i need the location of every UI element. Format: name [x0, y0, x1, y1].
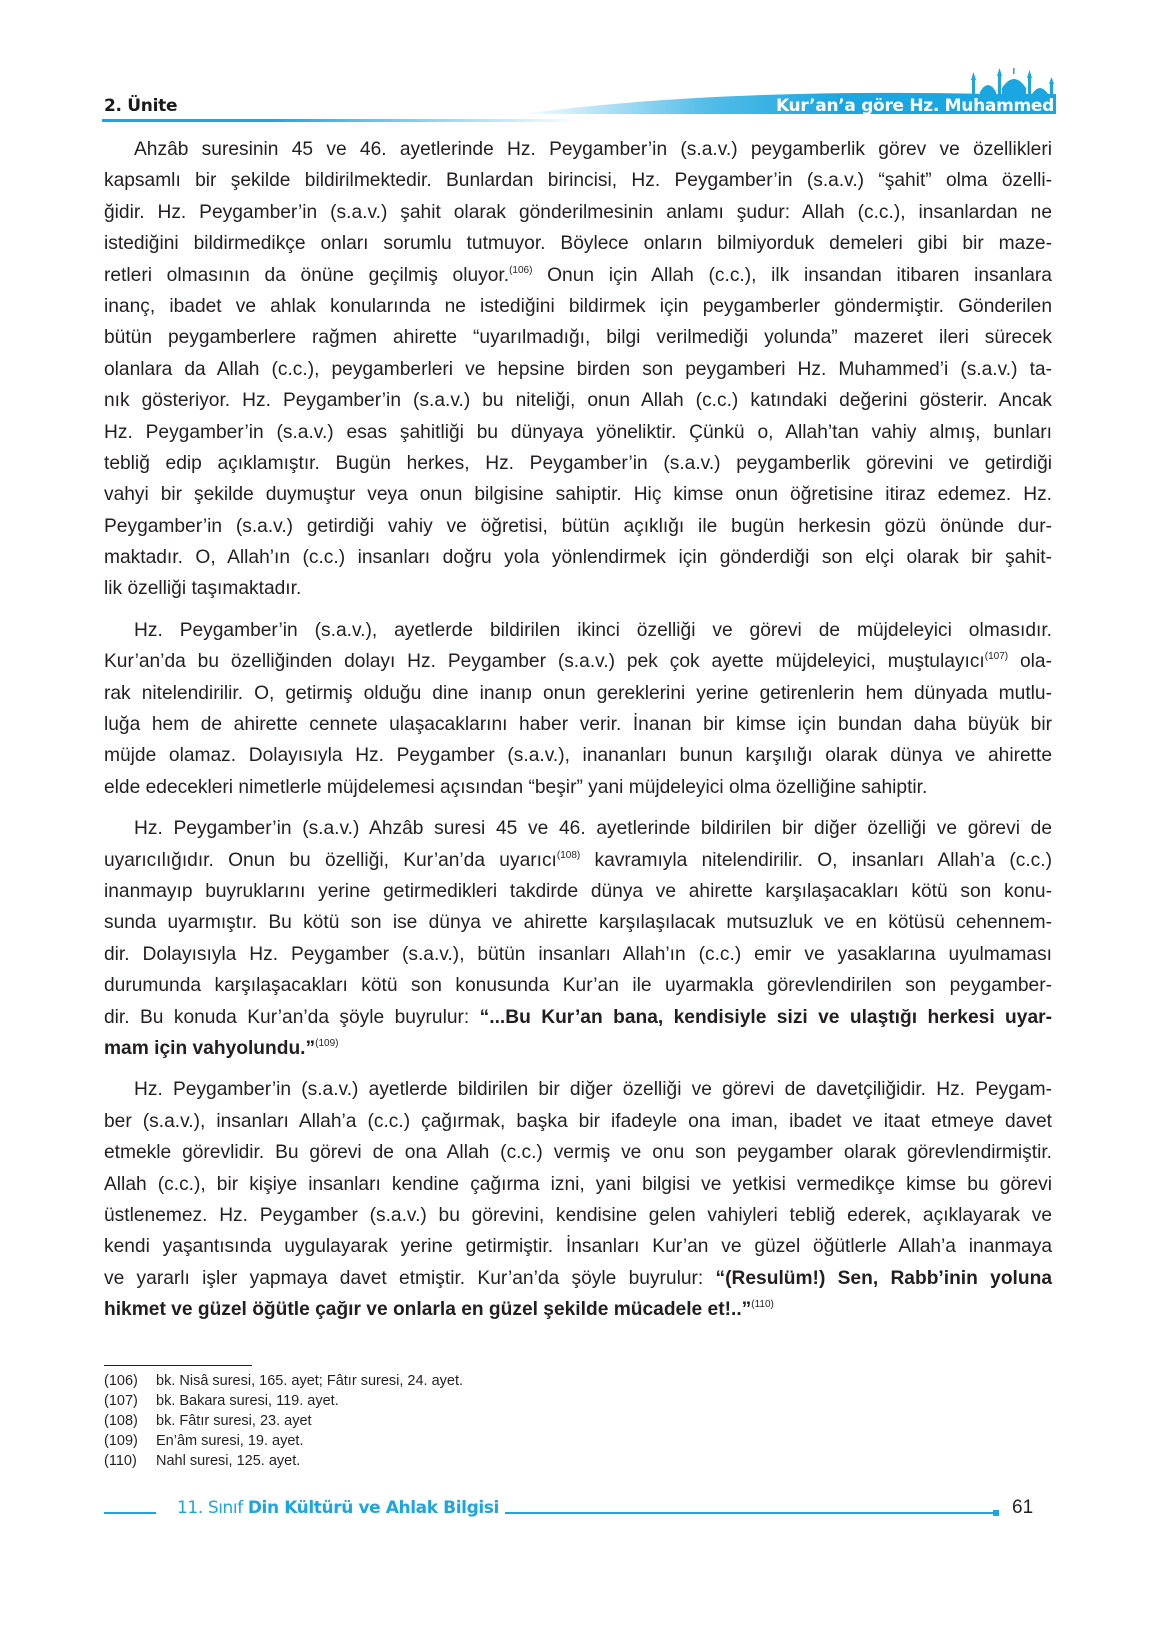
text-line: [104, 709, 1052, 740]
chapter-title: Kur’an’a göre Hz. Muhammed: [775, 96, 1054, 116]
unit-title: 2. Ünite: [104, 96, 178, 116]
footnote: [104, 1391, 463, 1411]
text-run: kavramıyla nitelendirilir. O, insanları Allah’a (c.c.): [580, 849, 1052, 871]
footer-left-rule: [104, 1512, 156, 1514]
text-line: [104, 354, 1052, 385]
text-line: [104, 1169, 1052, 1200]
text-line: [104, 678, 1052, 709]
text-line: [104, 813, 1052, 844]
text-run: inanmayıp buyruklarını yerine getirmedikleri takdirde dünya ve ahirette karşılaşacakları kötü son konu-: [104, 880, 1052, 902]
text-line: [104, 1074, 1052, 1105]
paragraph: [104, 615, 1052, 803]
text-run: kapsamlı bir şekilde bildirilmektedir. Bunlardan birincisi, Hz. Peygamber’in (s.a.v.) “şahit” olma özelli-: [104, 170, 1052, 192]
text-line: [104, 1002, 1052, 1033]
text-run: Kur’an’da bu özelliğinden dolayı Hz. Peygamber (s.a.v.) pek çok ayette müjdeleyici, muştulayıcı: [104, 651, 985, 673]
text-run: Hz. Peygamber’in (s.a.v.) Ahzâb suresi 45 ve 46. ayetlerinde bildirilen bir diğer özelliği ve görevi de: [134, 818, 1052, 840]
paragraph: [104, 1074, 1052, 1325]
footnote-number: (106): [104, 1373, 138, 1389]
text-line: [104, 970, 1052, 1001]
text-run: Hz. Peygamber’in (s.a.v.) esas şahitliği bu dünyaya yöneliktir. Çünkü o, Allah’tan vahiy almış, bunları: [104, 421, 1052, 443]
text-run: üstlenemez. Hz. Peygamber (s.a.v.) bu görevini, kendisine gelen vahiyleri tebliğ ederek, açıklayarak ve: [104, 1204, 1052, 1226]
page-number: 61: [1012, 1497, 1034, 1518]
body-text: [104, 134, 1052, 1335]
text-run: elde edecekleri nimetlerle müjdelemesi açısından “beşir” yani müjdeleyici olma özelliğine sahiptir.: [104, 776, 928, 798]
text-run: rak nitelendirilir. O, getirmiş olduğu dine inanıp onun gereklerini yerine getirenlerin hem dünyada mutlu-: [104, 682, 1052, 704]
text-line: [104, 772, 1052, 803]
text-line: [104, 1106, 1052, 1137]
text-run: müjde olamaz. Dolayısıyla Hz. Peygamber (s.a.v.), inananları bunun karşılığı olarak dünya ve ahirette: [104, 745, 1052, 767]
text-run: retleri olmasının da önüne geçilmiş oluyor.: [104, 264, 510, 286]
text-line: [104, 511, 1052, 542]
footnote-number: (110): [104, 1453, 137, 1469]
text-line: [104, 907, 1052, 938]
footnote-text: Nahl suresi, 125. ayet.: [156, 1453, 301, 1469]
text-run: tebliğ edip açıklamıştır. Bugün herkes, Hz. Peygamber’in (s.a.v.) peygamberlik görevini ve getirdiği: [104, 452, 1052, 474]
footnote-number: (108): [104, 1413, 138, 1429]
text-run: Onun için Allah (c.c.), ilk insandan itibaren insanlara: [532, 264, 1052, 286]
text-line: [104, 417, 1052, 448]
text-run: ola-: [1008, 651, 1052, 673]
text-line: [104, 385, 1052, 416]
text-line: [104, 1263, 1052, 1294]
footer-right-rule: [505, 1512, 993, 1514]
text-line: [104, 876, 1052, 907]
footnote-ref: (106): [509, 264, 533, 276]
text-run: durumunda karşılaşacakları kötü son konusunda Kur’an ile uyarmakla görevlendirilen son peygamber-: [104, 975, 1052, 997]
text-run: Hz. Peygamber’in (s.a.v.) ayetlerde bildirilen bir diğer özelliği ve görevi de davetçiliğidir. Hz. Peygam-: [134, 1079, 1052, 1101]
footnote-text: bk. Nisâ suresi, 165. ayet; Fâtır suresi, 24. ayet.: [156, 1373, 464, 1389]
footnote-text: bk. Bakara suresi, 119. ayet.: [156, 1393, 339, 1409]
text-line: [104, 228, 1052, 259]
footer-course: Din Kültürü ve Ahlak Bilgisi: [247, 1498, 499, 1518]
footer-grade: 11. Sınıf: [177, 1498, 248, 1518]
text-run: ve yararlı işler yapmaya davet etmiştir. Kur’an’da şöyle buyrulur:: [104, 1267, 716, 1289]
footnote-ref: (108): [556, 849, 581, 861]
text-run: nık gösteriyor. Hz. Peygamber’in (s.a.v.) bu niteliği, onun Allah (c.c.) katındaki değerini gösterir. Ancak: [104, 390, 1052, 412]
paragraph: [104, 134, 1052, 605]
footnote-ref: (109): [315, 1037, 339, 1049]
text-run: Hz. Peygamber’in (s.a.v.), ayetlerde bildirilen ikinci özelliği ve görevi de müjdeleyici olmasıdır.: [134, 619, 1052, 641]
text-run: maktadır. O, Allah’ın (c.c.) insanları doğru yola yönlendirmek için gönderdiği son elçi olarak bir şahit-: [104, 547, 1052, 569]
page-header: [0, 0, 1152, 130]
text-line: [104, 197, 1052, 228]
footnote: [104, 1431, 463, 1451]
footnote-separator: [104, 1365, 252, 1366]
text-run: olanlara da Allah (c.c.), peygamberleri ve hepsine birden son peygamberi Hz. Muhammed’i (s.a.v.) ta-: [104, 358, 1052, 380]
text-run: etmekle görevlidir. Bu görevi de ona Allah (c.c.) vermiş ve onu son peygamber olarak görevlendirmiştir.: [104, 1142, 1052, 1164]
footnote-number: (109): [104, 1433, 138, 1449]
text-line: [104, 134, 1052, 165]
text-line: [104, 1294, 1052, 1325]
text-run: Ahzâb suresinin 45 ve 46. ayetlerinde Hz. Peygamber’in (s.a.v.) peygamberlik görev ve özellikleri: [134, 139, 1052, 160]
footnote-number: (107): [104, 1393, 138, 1409]
footer-rule-end-dot: [993, 1510, 999, 1516]
text-run: ğidir. Hz. Peygamber’in (s.a.v.) şahit olarak gönderilmesinin anlamı şudur: Allah (c.c.), insanlardan ne: [104, 201, 1052, 223]
text-line: [104, 740, 1052, 771]
text-line: [104, 646, 1052, 677]
quoted-verse: “...Bu Kur’an bana, kendisiyle sizi ve ulaştığı herkesi uyar-: [479, 1006, 1052, 1028]
footer-book-title: [177, 1498, 499, 1518]
footnote: [104, 1411, 463, 1431]
text-line: [104, 542, 1052, 573]
quoted-verse: “(Resulüm!) Sen, Rabb’inin yoluna: [715, 1267, 1052, 1289]
footnote-text: En’âm suresi, 19. ayet.: [156, 1433, 304, 1449]
text-line: [104, 1231, 1052, 1262]
text-run: inanç, ibadet ve ahlak konularında ne istediğini bildirmek için peygamberler göndermiştir. Gönderilen: [104, 295, 1052, 317]
unit-underline: [102, 119, 582, 122]
quoted-verse: hikmet ve güzel öğütle çağır ve onlarla en güzel şekilde mücadele et!..”: [104, 1299, 752, 1321]
text-line: [104, 165, 1052, 196]
text-run: Peygamber’in (s.a.v.) getirdiği vahiy ve öğretisi, bütün açıklığı ile bugün herkesin gözü önünde dur-: [104, 515, 1052, 537]
text-line: [104, 615, 1052, 646]
text-run: vahyi bir şekilde duymuştur veya onun bilgisine sahiptir. Hiç kimse onun öğretisine itiraz edemez. Hz.: [104, 484, 1052, 506]
text-run: Allah (c.c.), bir kişiye insanları kendine çağırma izni, yani bilgisi ve yetkisi vermedikçe kimse bu görevi: [104, 1173, 1052, 1195]
text-run: dir. Bu konuda Kur’an’da şöyle buyrulur:: [104, 1006, 480, 1028]
text-line: [104, 479, 1052, 510]
text-run: sunda uyarmıştır. Bu kötü son ise dünya ve ahirette karşılaşılacak mutsuzluk ve en kötüsü cehennem-: [104, 912, 1052, 934]
text-run: uyarıcılığıdır. Onun bu özelliği, Kur’an’da uyarıcı: [104, 849, 557, 871]
text-line: [104, 1137, 1052, 1168]
text-line: [104, 573, 1052, 604]
text-line: [104, 322, 1052, 353]
footnotes: [104, 1371, 463, 1471]
text-line: [104, 845, 1052, 876]
text-run: lik özelliği taşımaktadır.: [104, 578, 302, 600]
text-run: dir. Dolayısıyla Hz. Peygamber (s.a.v.), bütün insanları Allah’ın (c.c.) emir ve yasaklarına uyulmaması: [104, 943, 1052, 965]
text-line: [104, 260, 1052, 291]
text-run: istediğini bildirmedikçe onları sorumlu tutmuyor. Böylece onların bilmiyorduk demeleri gibi bir maze-: [104, 233, 1052, 255]
text-line: [104, 448, 1052, 479]
footnote-ref: (110): [751, 1299, 774, 1311]
text-line: [104, 291, 1052, 322]
quoted-verse: mam için vahyolundu.”: [104, 1037, 316, 1059]
text-line: [104, 939, 1052, 970]
text-run: kendi yaşantısında uygulayarak yerine getirmiştir. İnsanları Kur’an ve güzel öğütlerle Allah’a inanmaya: [104, 1236, 1052, 1258]
paragraph: [104, 813, 1052, 1064]
footnote-text: bk. Fâtır suresi, 23. ayet: [156, 1413, 312, 1429]
text-run: bütün peygamberlere rağmen ahirette “uyarılmadığı, bilgi verilmediği yolunda” mazeret ileri sürecek: [104, 327, 1052, 349]
footnote: [104, 1371, 463, 1391]
text-run: ber (s.a.v.), insanları Allah’a (c.c.) çağırmak, başka bir ifadeyle ona iman, ibadet ve itaat etmeye davet: [104, 1110, 1052, 1132]
text-line: [104, 1200, 1052, 1231]
footnote: [104, 1451, 463, 1471]
text-run: luğa hem de ahirette cennete ulaşacaklarını haber verir. İnanan bir kimse için bundan daha büyük bir: [104, 714, 1052, 736]
footnote-ref: (107): [984, 651, 1009, 663]
text-line: [104, 1033, 1052, 1064]
